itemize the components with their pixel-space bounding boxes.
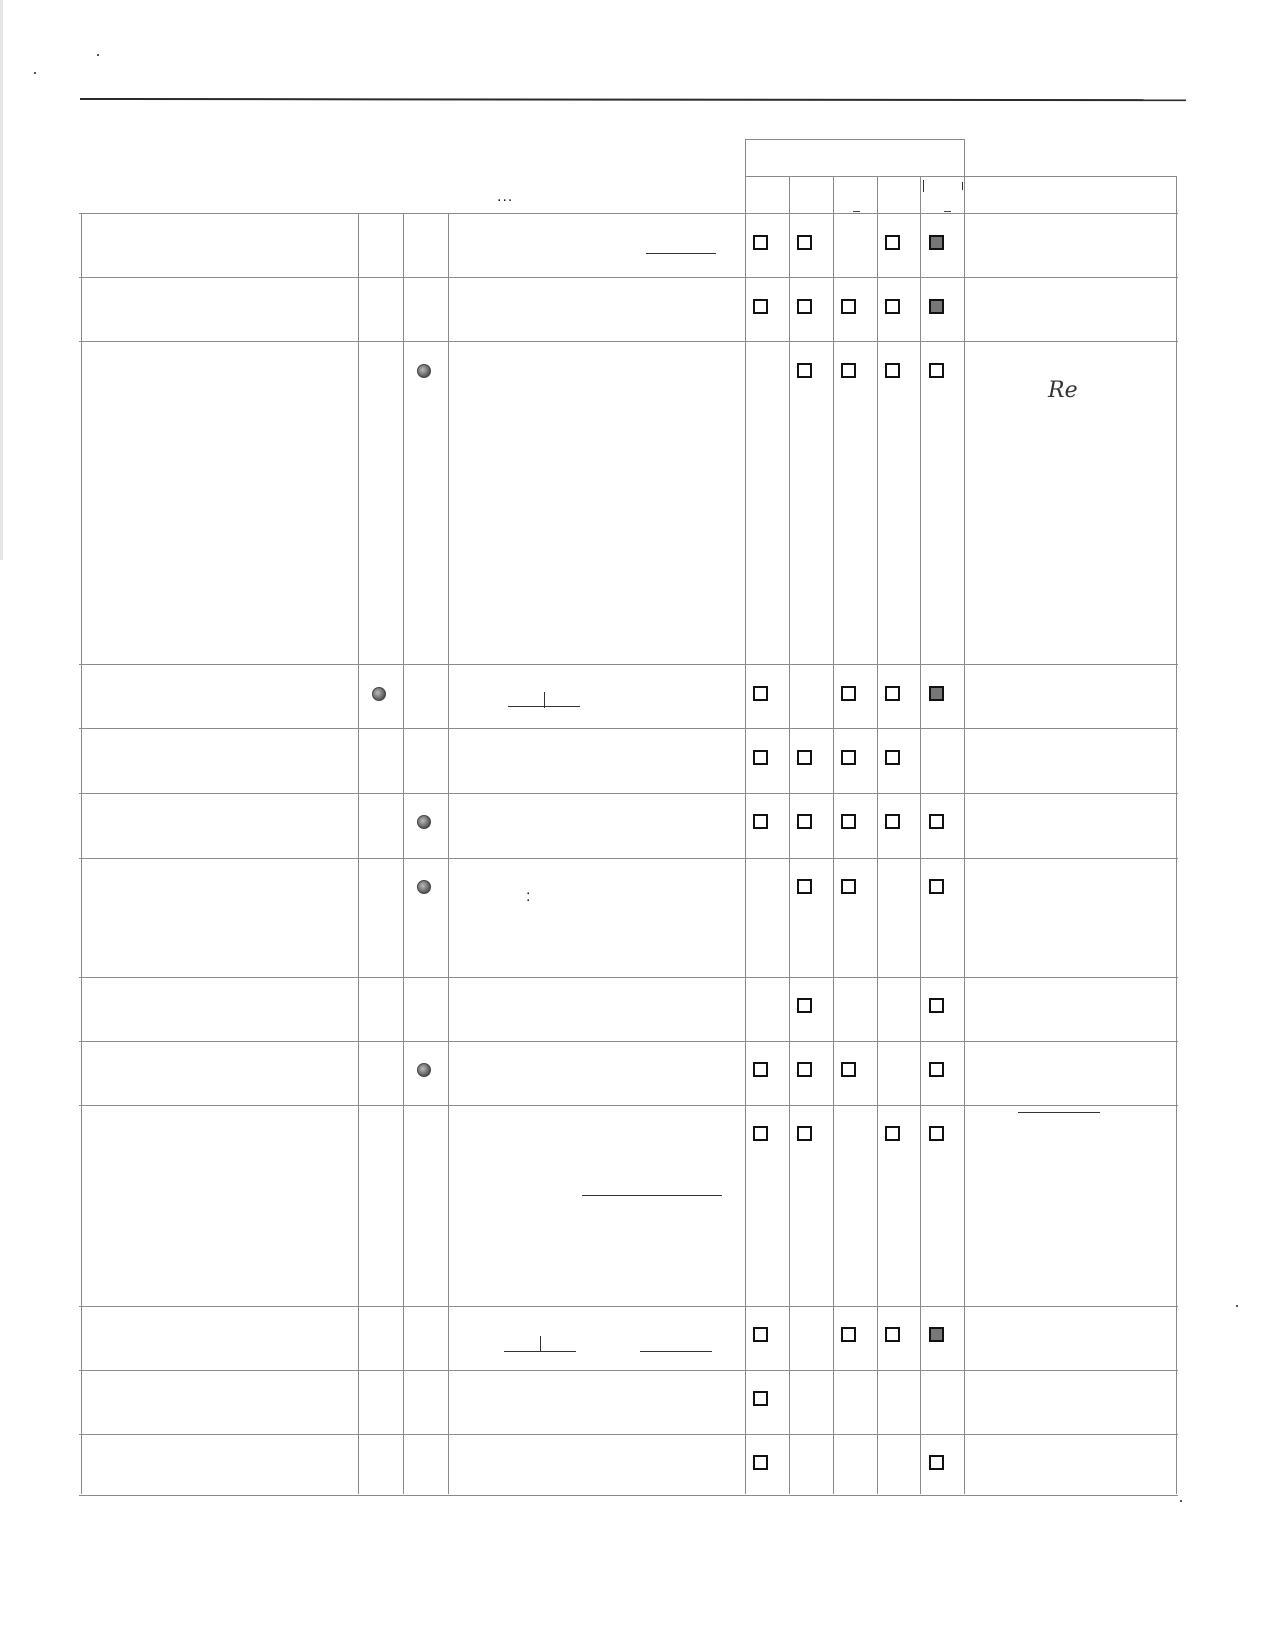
checkbox[interactable] [753, 1455, 768, 1470]
table-column-line [964, 213, 965, 1494]
table-row-line [79, 977, 1178, 978]
scan-speck [34, 72, 36, 74]
table-column-line [877, 213, 878, 1494]
checkbox[interactable] [929, 879, 944, 894]
checkbox[interactable] [929, 1126, 944, 1141]
checkbox[interactable] [841, 879, 856, 894]
table-row-line [79, 858, 1178, 859]
checkbox[interactable] [841, 750, 856, 765]
checkbox[interactable] [841, 299, 856, 314]
header-mark [853, 211, 860, 212]
checkbox[interactable] [797, 750, 812, 765]
header-mark [962, 182, 963, 190]
bullet-dot [417, 1063, 431, 1077]
checkbox[interactable] [797, 363, 812, 378]
bullet-dot [417, 880, 431, 894]
checkbox[interactable] [797, 814, 812, 829]
checkbox[interactable] [841, 363, 856, 378]
table-row-line [79, 277, 1178, 278]
bullet-dot [372, 687, 386, 701]
checkbox[interactable] [929, 998, 944, 1013]
checkbox[interactable] [885, 814, 900, 829]
checkbox-checked[interactable] [929, 1327, 944, 1342]
column-header-line [745, 176, 1176, 177]
table-column-line [745, 213, 746, 1494]
table-row-line [79, 793, 1178, 794]
table-row-line [79, 213, 1178, 214]
checkbox[interactable] [929, 1062, 944, 1077]
checkbox[interactable] [841, 1327, 856, 1342]
checkbox[interactable] [841, 1062, 856, 1077]
checkbox[interactable] [929, 814, 944, 829]
group-header-top [745, 139, 964, 140]
bullet-dot [417, 815, 431, 829]
table-row-line [79, 341, 1178, 342]
column-header-divider [877, 176, 878, 213]
table-column-line [358, 213, 359, 1494]
checkbox[interactable] [841, 814, 856, 829]
checkbox[interactable] [797, 879, 812, 894]
handwritten-mark [544, 692, 545, 708]
bullet-dot [417, 364, 431, 378]
checkbox[interactable] [929, 363, 944, 378]
scan-speck [1180, 1500, 1182, 1502]
column-header-divider [833, 176, 834, 213]
checkbox[interactable] [753, 1126, 768, 1141]
table-row-line [79, 1495, 1178, 1496]
checkbox[interactable] [885, 299, 900, 314]
blank-underline [646, 253, 716, 254]
checkbox-checked[interactable] [929, 235, 944, 250]
checkbox[interactable] [885, 363, 900, 378]
table-row-line [79, 1434, 1178, 1435]
checkbox-checked[interactable] [929, 686, 944, 701]
checkbox[interactable] [753, 235, 768, 250]
header-ellipsis: ... [497, 188, 514, 205]
row-colon: : [526, 888, 531, 905]
table-row-line [79, 664, 1178, 665]
table-column-line [81, 213, 82, 1494]
checkbox[interactable] [797, 1062, 812, 1077]
scan-speck [97, 54, 99, 56]
checkbox[interactable] [797, 235, 812, 250]
checkbox[interactable] [885, 235, 900, 250]
checkbox[interactable] [797, 1126, 812, 1141]
checkbox[interactable] [841, 686, 856, 701]
checkbox[interactable] [797, 299, 812, 314]
checkbox[interactable] [885, 1126, 900, 1141]
header-rule [80, 98, 1186, 101]
table-column-line [448, 213, 449, 1494]
checkbox[interactable] [885, 1327, 900, 1342]
checkbox[interactable] [753, 686, 768, 701]
checkbox[interactable] [797, 998, 812, 1013]
checkbox[interactable] [753, 1327, 768, 1342]
handwritten-mark [540, 1336, 541, 1352]
checkbox[interactable] [753, 299, 768, 314]
scan-speck [1236, 1305, 1238, 1307]
column-header-divider [789, 176, 790, 213]
table-column-line [1176, 213, 1177, 1494]
table-row-line [79, 1306, 1178, 1307]
table-column-line [920, 213, 921, 1494]
table-row-line [79, 728, 1178, 729]
table-row-line [79, 1105, 1178, 1106]
table-row-line [79, 1041, 1178, 1042]
checkbox[interactable] [753, 814, 768, 829]
table-row-line [79, 1370, 1178, 1371]
checkbox[interactable] [885, 686, 900, 701]
header-mark [923, 180, 924, 192]
checkbox[interactable] [753, 1391, 768, 1406]
checkbox-checked[interactable] [929, 299, 944, 314]
blank-underline [1018, 1112, 1100, 1113]
table-column-line [403, 213, 404, 1494]
table-column-line [833, 213, 834, 1494]
blank-underline [582, 1195, 722, 1196]
table-column-line [789, 213, 790, 1494]
checkbox[interactable] [753, 1062, 768, 1077]
column-header-right [1176, 176, 1177, 213]
scan-edge-shadow [0, 0, 3, 560]
checkbox[interactable] [753, 750, 768, 765]
checkbox[interactable] [929, 1455, 944, 1470]
blank-underline [640, 1351, 712, 1352]
handwritten-initials: Re [1048, 378, 1078, 403]
checkbox[interactable] [885, 750, 900, 765]
column-header-divider [920, 176, 921, 213]
header-mark [944, 211, 951, 212]
